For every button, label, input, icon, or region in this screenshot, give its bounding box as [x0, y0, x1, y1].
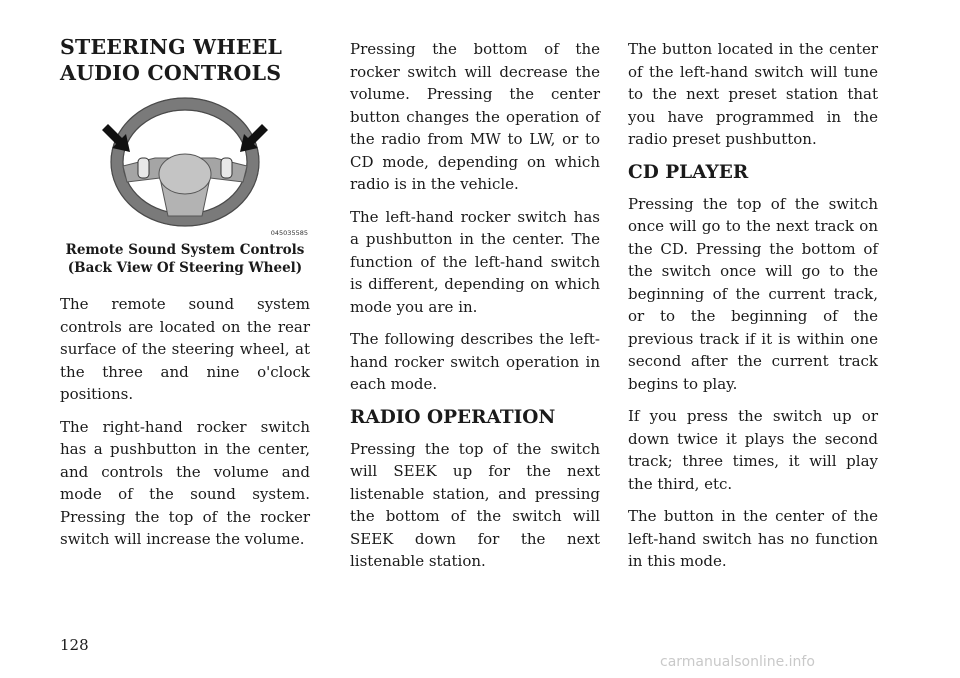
section-heading: RADIO OPERATION — [350, 406, 556, 428]
paragraph: The following describes the left-hand rocker switch operation in each mode. — [350, 330, 600, 393]
caption-line-1: Remote Sound System Controls — [65, 242, 305, 258]
column-1 — [60, 34, 310, 561]
paragraph: The right-hand rocker switch has a pushbutton in the center, and controls the volume and mode of the sound system. Pressing the top of the rocker switch will increase the volume. — [60, 417, 310, 548]
section-heading: CD PLAYER — [628, 161, 749, 183]
paragraph: If you press the switch up or down twice it plays the second track; three times, it will play the third, etc. — [628, 407, 878, 493]
paragraph: The button in the center of the left-hand switch has no function in this mode. — [628, 507, 878, 570]
section-title: STEERING WHEEL AUDIO CONTROLS — [60, 35, 283, 85]
paragraph: Pressing the top of the switch will SEEK up for the next listenable station, and pressing the bottom of the switch will SEEK down for the next listenable station. — [350, 439, 600, 570]
paragraph: The remote sound system controls are located on the rear surface of the steering wheel, at the three and nine o'clock positions. — [60, 295, 310, 403]
column-3 — [628, 38, 878, 583]
figure-code: 045035585 — [270, 229, 308, 237]
column-2 — [350, 38, 600, 583]
steering-wheel-figure — [60, 94, 310, 239]
paragraph: Pressing the bottom of the rocker switch will decrease the volume. Pressing the center button changes the operation of the radio from MW to LW, or to CD mode, depending on which radio is in the vehicle. — [350, 40, 600, 193]
paragraph: Pressing the top of the switch once will go to the next track on the CD. Pressing the bottom of the switch once will go to the beginning of the current track, or to the beginning of the previous track if it is within one second after the current track begins to play. — [628, 194, 878, 393]
figure-caption — [60, 241, 310, 277]
steering-wheel-illustration — [60, 94, 310, 239]
watermark: carmanualsonline.info — [660, 654, 815, 670]
caption-line-2: (Back View Of Steering Wheel) — [67, 260, 303, 276]
page-number: 128 — [60, 636, 89, 654]
paragraph: The left-hand rocker switch has a pushbutton in the center. The function of the left-hand switch is different, depending on which mode you are in. — [350, 207, 600, 316]
paragraph: The button located in the center of the left-hand switch will tune to the next preset station that you have programmed in the radio preset pushbutton. — [628, 40, 878, 148]
